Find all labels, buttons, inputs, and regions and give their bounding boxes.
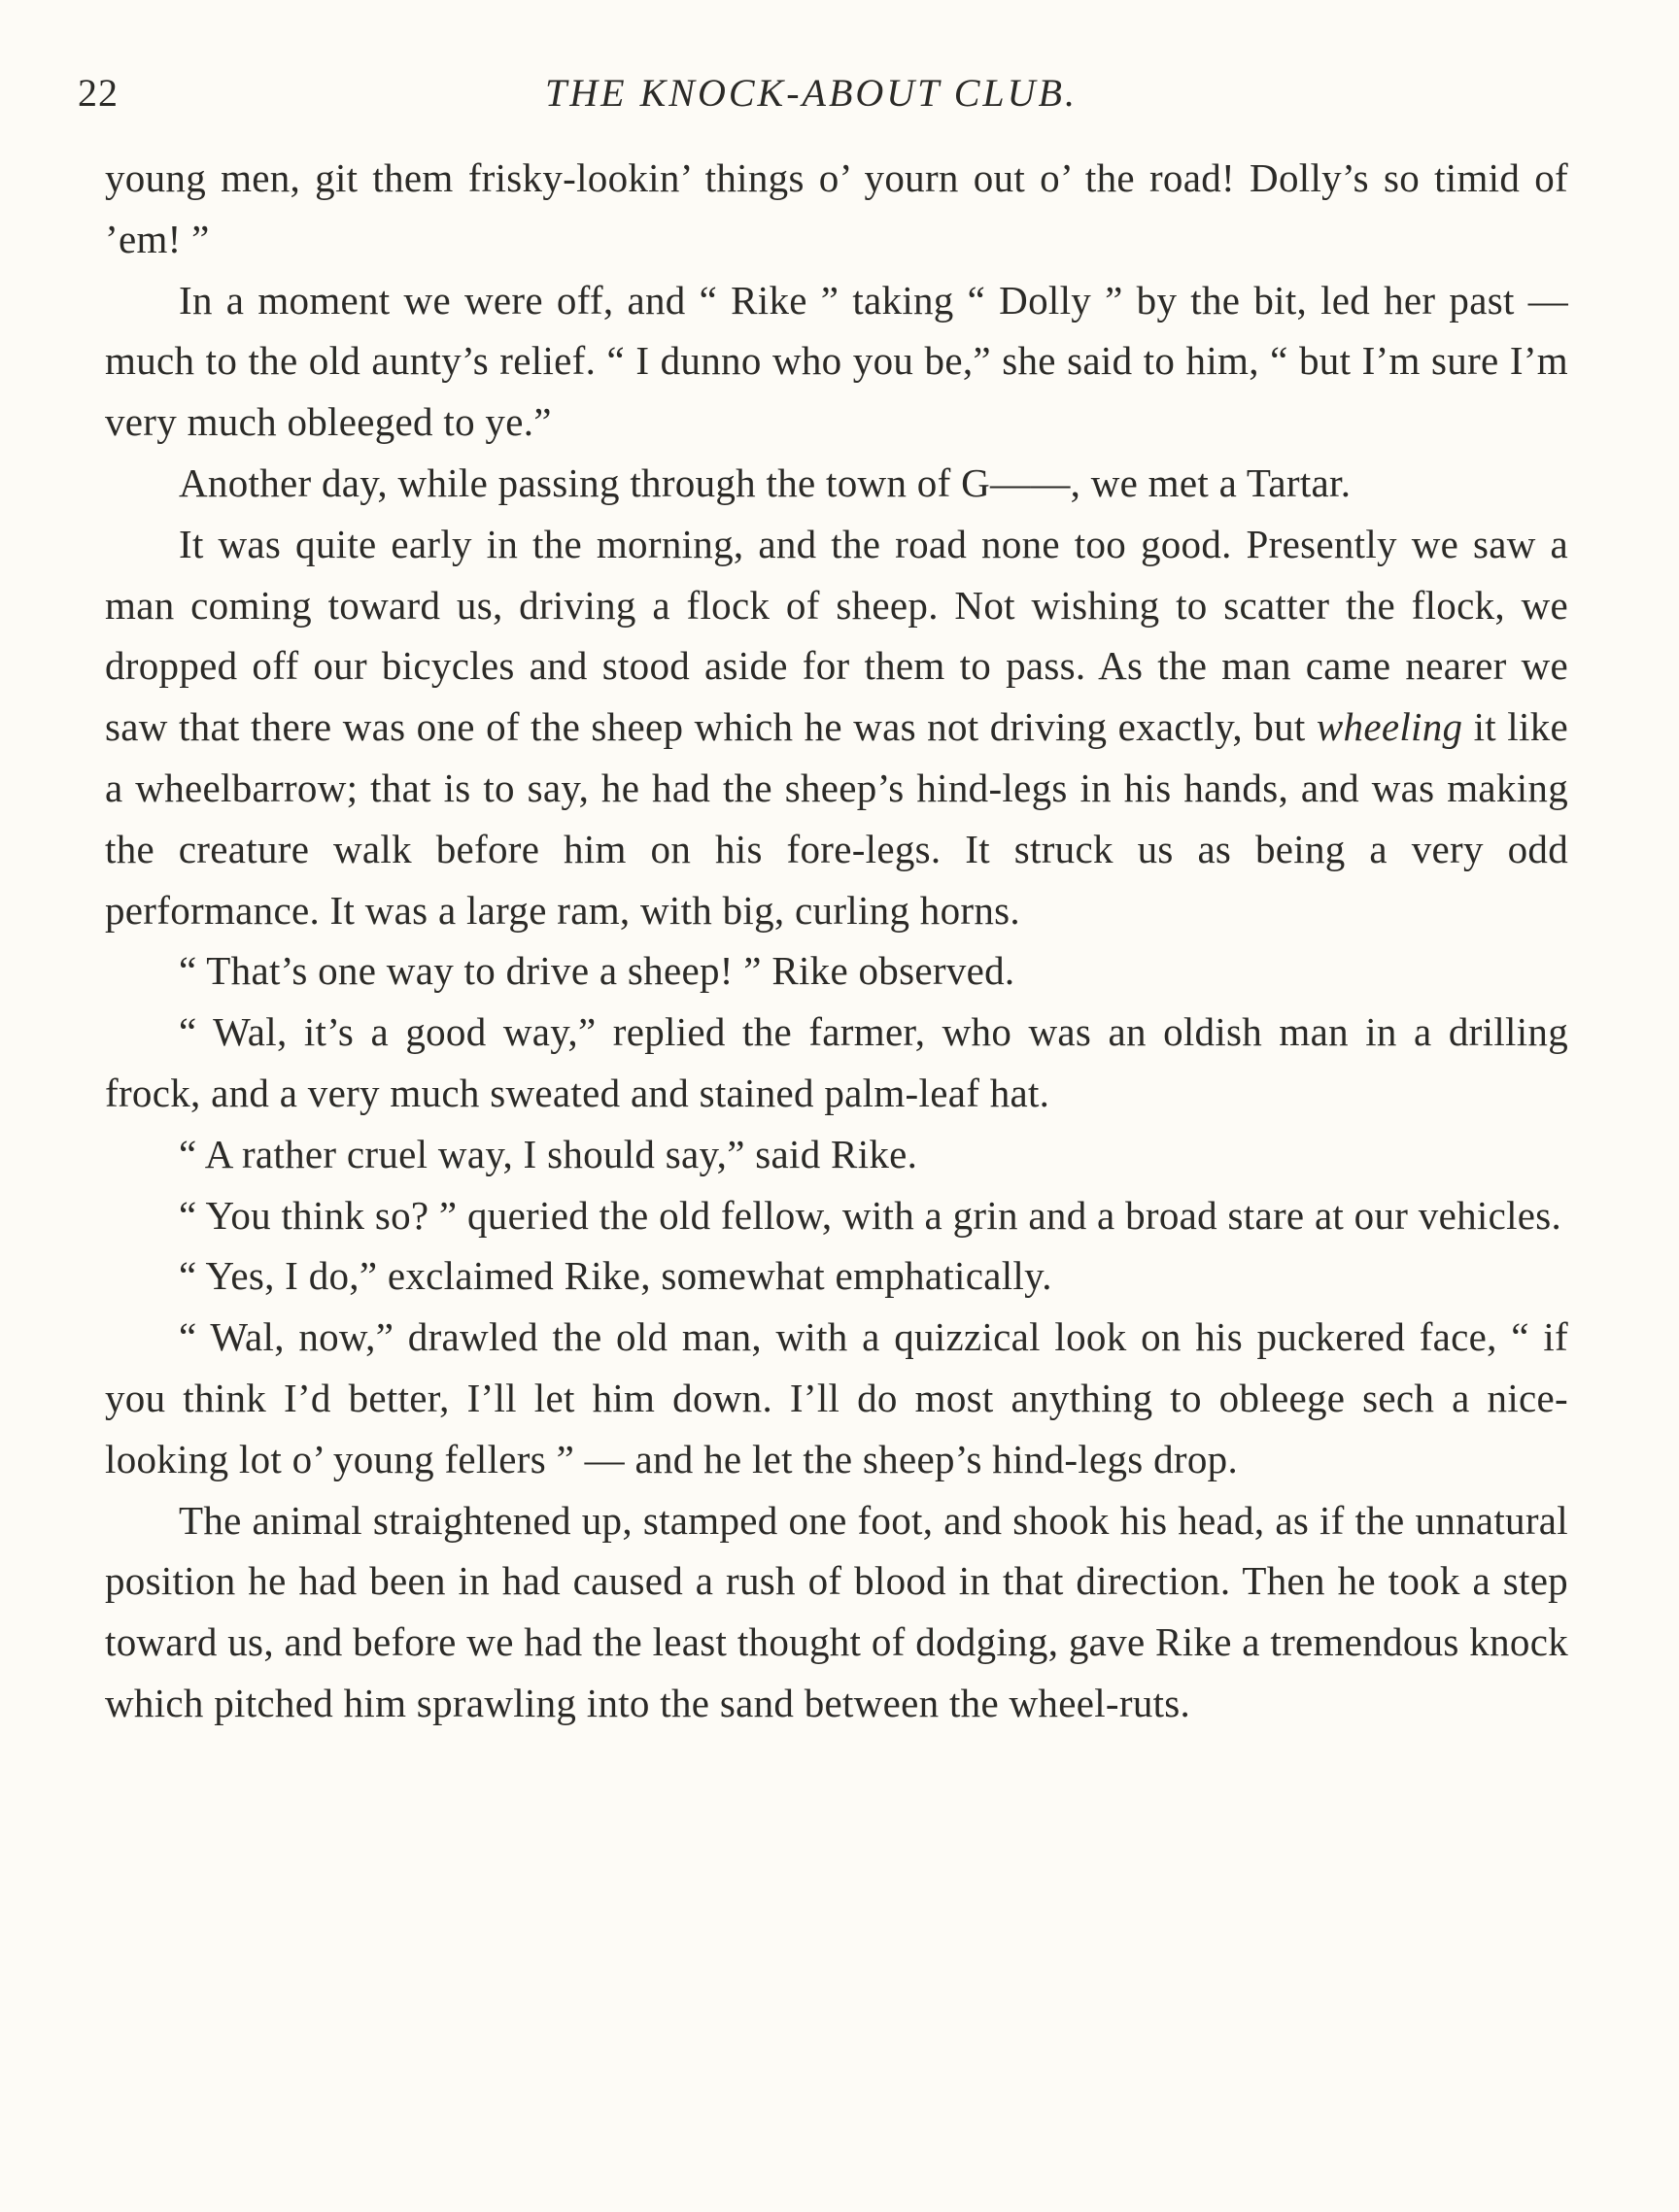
paragraph: “ A rather cruel way, I should say,” said Rike. bbox=[179, 1131, 918, 1176]
paragraph-text: it like a wheelbarrow; that is to say, he had the sheep’s hind-legs in his hands, and was making the creature walk before him on his fore-legs. It struck us as being a very odd performance. It was a large ram, with big, curling horns. bbox=[105, 704, 1568, 933]
paragraph: The animal straightened up, stamped one foot, and shook his head, as if the unnatural position he had been in had caused a rush of blood in that direction. Then he took a step toward us, and before we had the least thought of dodging, gave Rike a tremendous knock which pitched him sprawling into the sand between the wheel-ruts. bbox=[105, 1497, 1568, 1725]
paragraph-text: It was quite early in the morning, and the road none too good. Presently we saw a man coming toward us, driving a flock of sheep. Not wishing to scatter the flock, we dropped off our bicycles and stood aside for them to pass. As the man came nearer we saw that there was one of the sheep which he was not driving exactly, but bbox=[105, 521, 1568, 750]
page-number: 22 bbox=[78, 71, 119, 115]
paragraph: “ Wal, now,” drawled the old man, with a quizzical look on his puckered face, “ if you think I’d better, I’ll let him down. I’ll do most anything to obleege sech a nice-looking lot o’ young fellers ” — and he let the sheep’s hind-legs drop. bbox=[105, 1314, 1568, 1481]
paragraph: “ Yes, I do,” exclaimed Rike, somewhat emphatically. bbox=[179, 1253, 1052, 1299]
paragraph: young men, git them frisky-lookin’ things o’ yourn out o’ the road! Dolly’s so timid of ’em! ” bbox=[105, 155, 1568, 261]
paragraph: “ You think so? ” queried the old fellow, with a grin and a broad stare at our vehicles. bbox=[179, 1192, 1562, 1238]
page-header bbox=[78, 70, 1545, 128]
paragraph: “ Wal, it’s a good way,” replied the farmer, who was an oldish man in a drilling frock, and a very much sweated and stained palm-leaf hat. bbox=[105, 1009, 1568, 1115]
italic-word: wheeling bbox=[1316, 704, 1463, 750]
paragraph: Another day, while passing through the town of G——, we met a Tartar. bbox=[179, 459, 1352, 505]
running-head: THE KNOCK-ABOUT CLUB. bbox=[545, 71, 1078, 115]
paragraph: In a moment we were off, and “ Rike ” taking “ Dolly ” by the bit, led her past — much to the old aunty’s relief. “ I dunno who you be,” she said to him, “ but I’m sure I’m very much obleeged to ye.” bbox=[105, 277, 1568, 445]
paragraph bbox=[105, 514, 1568, 941]
body-text bbox=[105, 148, 1568, 1734]
paragraph: “ That’s one way to drive a sheep! ” Rike observed. bbox=[179, 948, 1015, 994]
